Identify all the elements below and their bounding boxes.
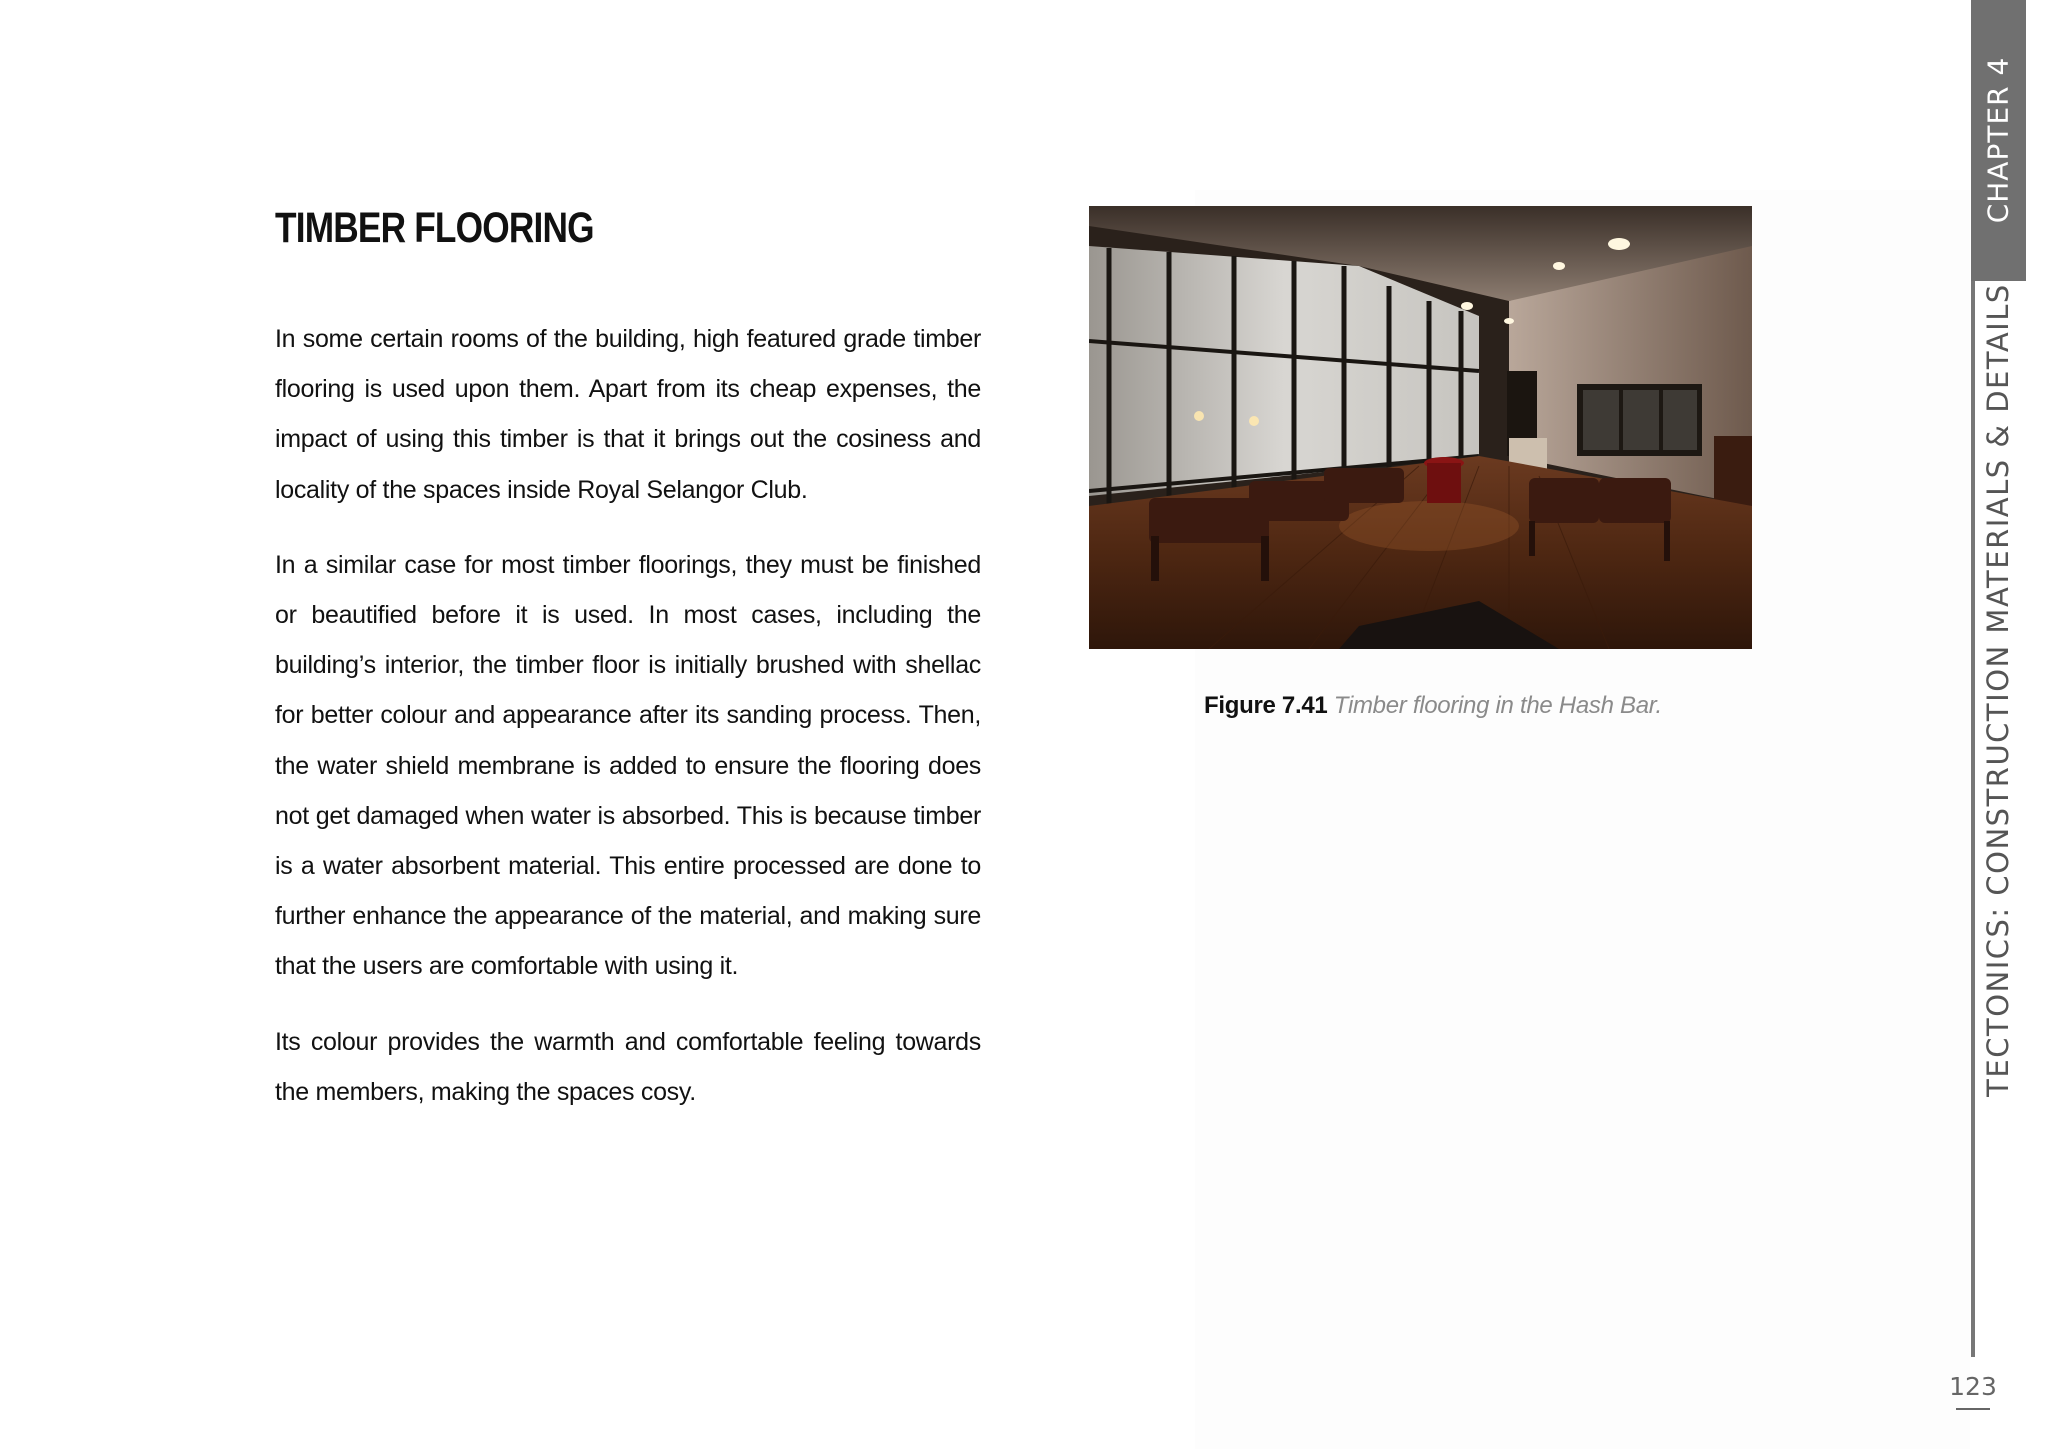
section-heading: TIMBER FLOORING [275, 204, 594, 252]
body-text [275, 314, 981, 1142]
paragraph: Its colour provides the warmth and comfortable feeling towards the members, making the spaces cosy. [275, 1027, 981, 1106]
page-number: 123 [1949, 1372, 1997, 1401]
paragraph: In some certain rooms of the building, high featured grade timber flooring is used upon them. Apart from its cheap expenses, the impact of using this timber is that it brings out the cosiness and locality of the spaces inside Royal Selangor Club. [275, 325, 981, 504]
figure-caption-text: Timber flooring in the Hash Bar. [1333, 692, 1662, 719]
timber-flooring-photo [1089, 206, 1752, 649]
page-number-rule [1956, 1408, 1990, 1410]
figure-caption [1204, 688, 1662, 724]
figure-label: Figure 7.41 [1204, 692, 1328, 719]
chapter-label: CHAPTER 4 [1981, 56, 2015, 224]
section-label: TECTONICS: CONSTRUCTION MATERIALS & DETAILS [1981, 283, 2015, 1097]
sidebar-rule [1971, 281, 1975, 1357]
paragraph: In a similar case for most timber floorings, they must be finished or beautified before it is used. In most cases, including the building’s interior, the timber floor is initially brushed with shellac for better colour and appearance after its sanding process. Then, the water shield membrane is added to ensure the flooring does not get damaged when water is absorbed. This is because timber is a water absorbent material. This entire processed are done to further enhance the appearance of the material, and making sure that the users are comfortable with using it. [275, 550, 981, 981]
